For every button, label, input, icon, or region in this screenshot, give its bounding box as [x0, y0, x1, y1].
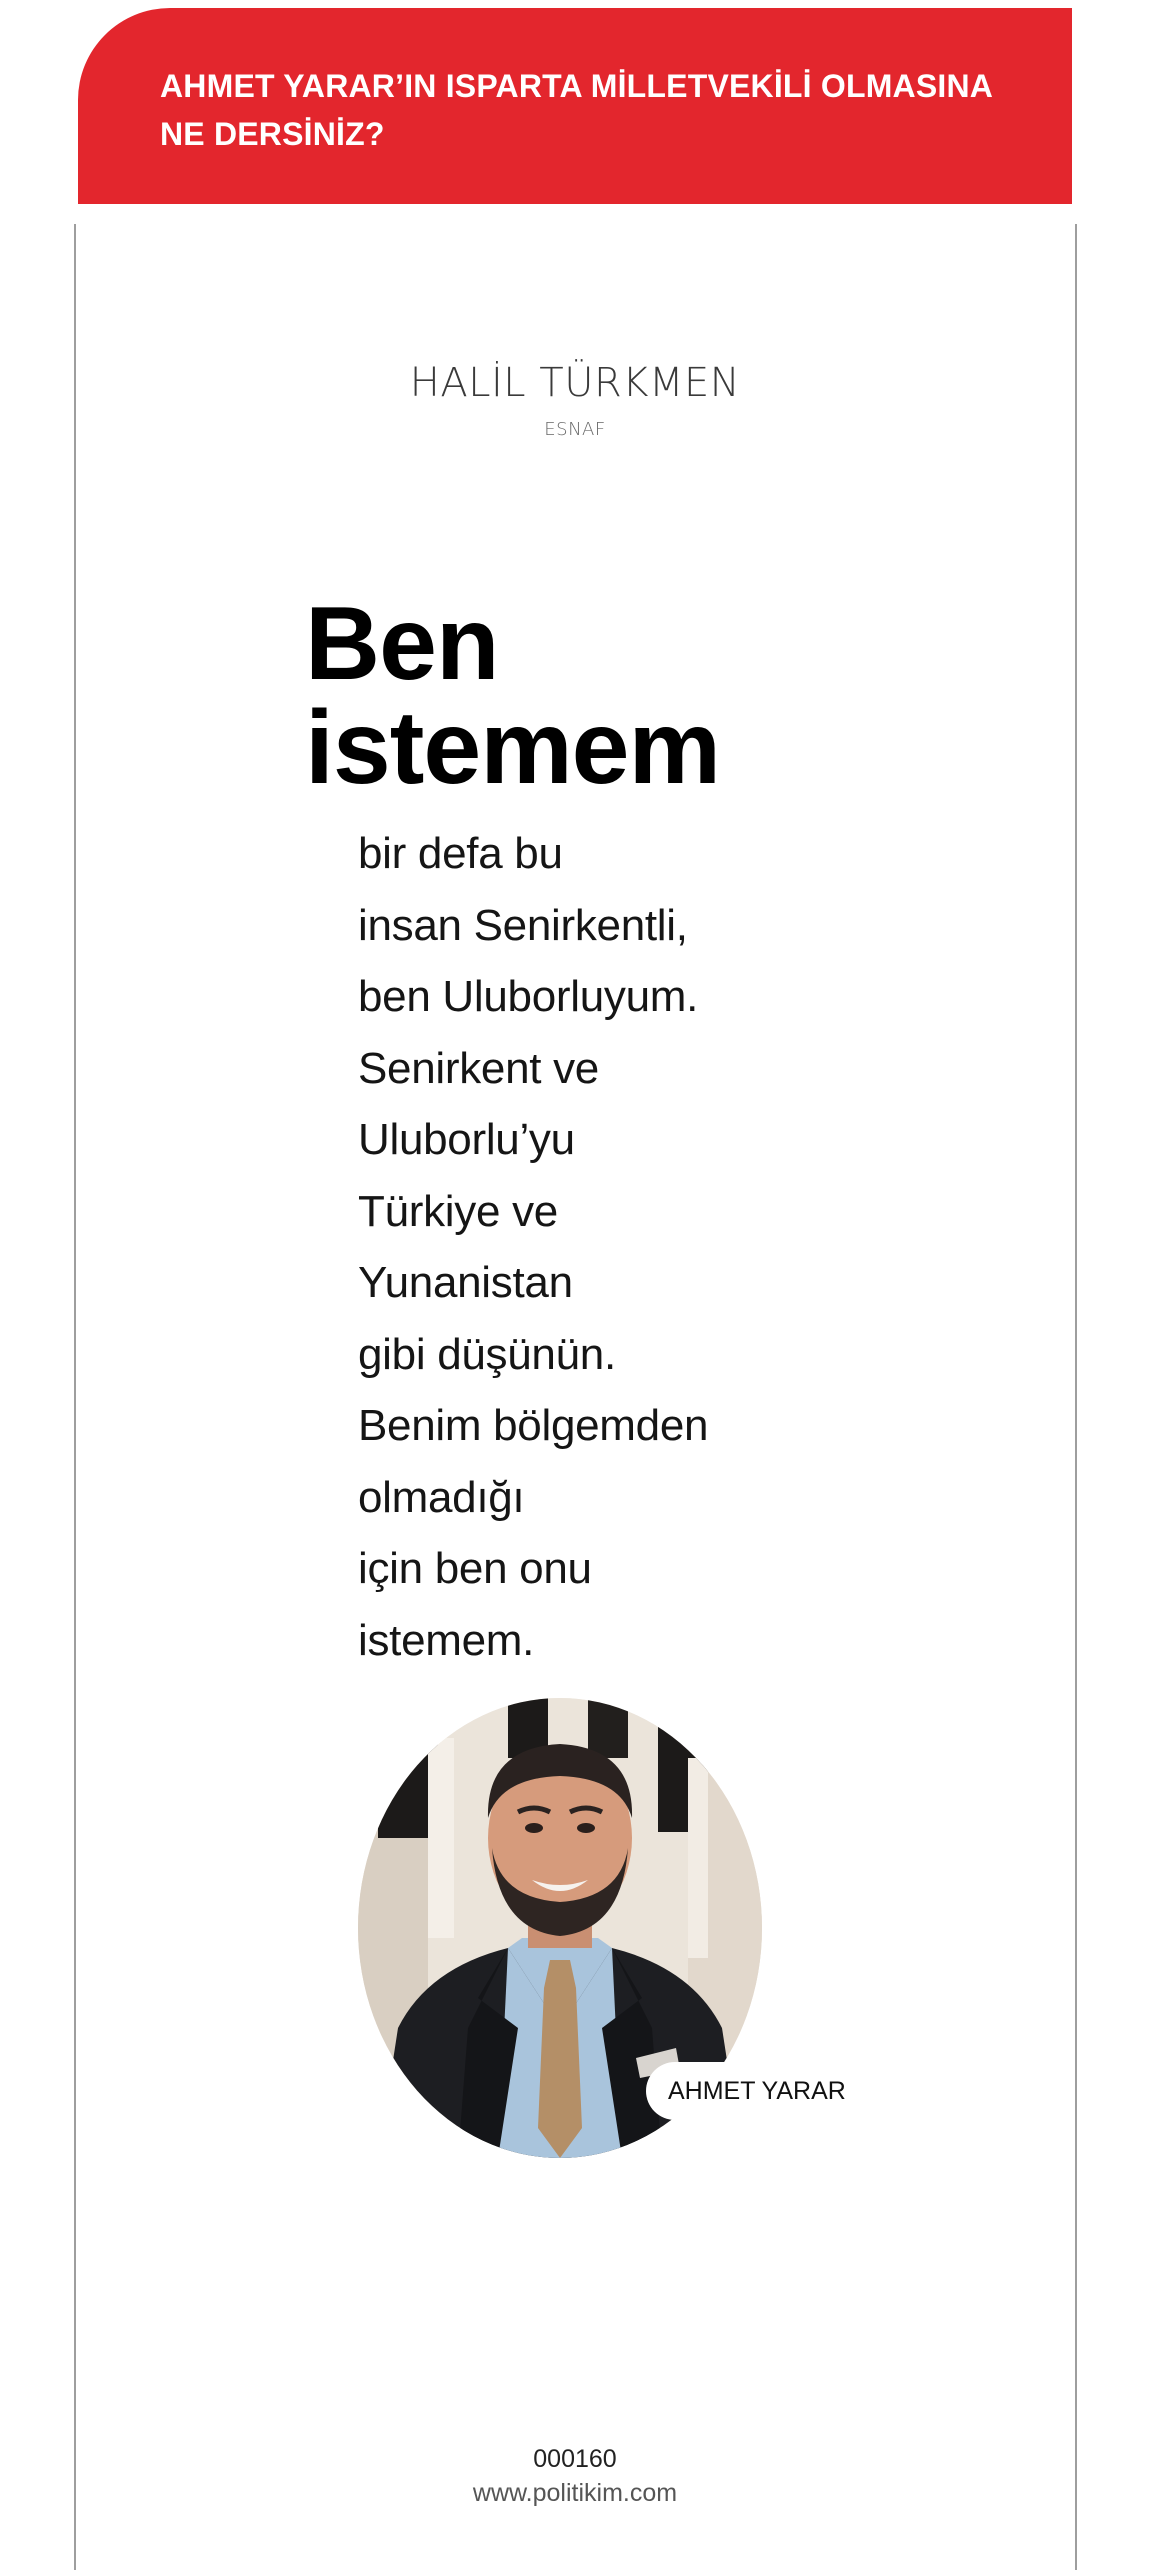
footer-url: www.politikim.com	[472, 2479, 678, 2507]
answer-line: Yunanistan	[358, 1258, 573, 1307]
answer-line: Uluborlu’yu	[358, 1115, 575, 1164]
answer-line: istemem.	[358, 1615, 535, 1665]
answer-line: gibi düşünün.	[358, 1329, 616, 1379]
respondent-role: ESNAF	[544, 419, 606, 440]
answer-body	[358, 818, 708, 1676]
answer-line: Senirkent ve	[358, 1043, 599, 1093]
left-border-rule	[74, 224, 76, 2570]
right-border-rule	[1075, 224, 1077, 2570]
header-banner	[78, 8, 1072, 204]
answer-line: insan Senirkentli,	[358, 900, 688, 950]
answer-line: için ben onu	[358, 1544, 592, 1593]
candidate-name-tag: AHMET YARAR	[646, 2062, 868, 2120]
question-title: AHMET YARAR’IN ISPARTA MİLLETVEKİLİ OLMASINA NE DERSİNİZ?	[160, 68, 994, 152]
answer-headline: Ben istemem	[305, 586, 720, 806]
answer-line: Türkiye ve	[358, 1186, 558, 1236]
footer-code: 000160	[533, 2445, 617, 2473]
answer-line: ben Uluborluyum.	[358, 972, 699, 1021]
answer-line: bir defa bu	[358, 829, 563, 878]
answer-line: Benim bölgemden	[358, 1401, 709, 1450]
answer-line: olmadığı	[358, 1472, 525, 1522]
respondent-name: HALİL TÜRKMEN	[409, 360, 741, 406]
